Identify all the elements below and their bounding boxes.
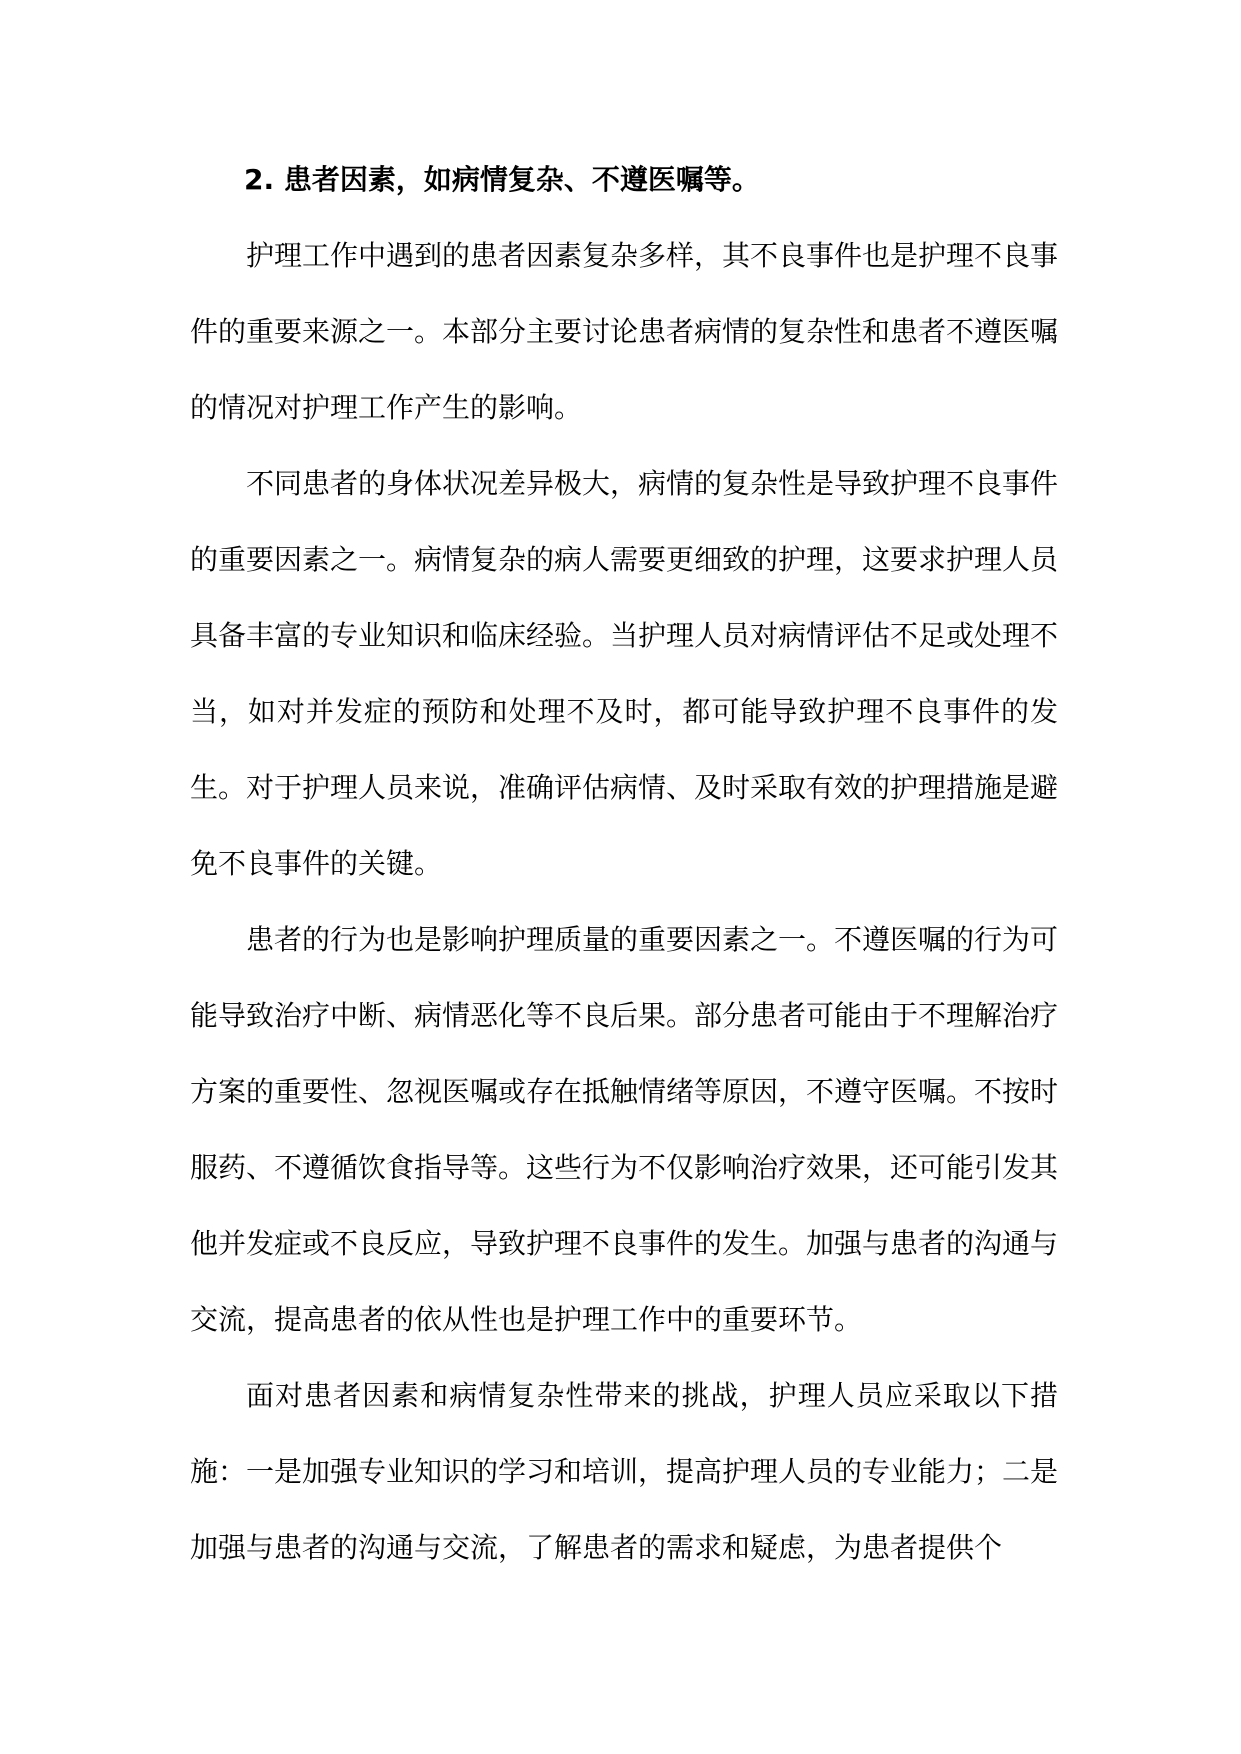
page-content (190, 142, 1058, 1586)
section-heading: 2. 患者因素，如病情复杂、不遵医嘱等。 (244, 163, 760, 196)
paragraph-measures: 面对患者因素和病情复杂性带来的挑战，护理人员应采取以下措施：一是加强专业知识的学习和培训，提高护理人员的专业能力；二是加强与患者的沟通与交流，了解患者的需求和疑虑，为患者提供个 (190, 1379, 1059, 1564)
paragraph-noncompliance: 患者的行为也是影响护理质量的重要因素之一。不遵医嘱的行为可能导致治疗中断、病情恶化等不良后果。部分患者可能由于不理解治疗方案的重要性、忽视医嘱或存在抵触情绪等原因，不遵守医嘱。不按时服药、不遵循饮食指导等。这些行为不仅影响治疗效果，还可能引发其他并发症或不良反应，导致护理不良事件的发生。加强与患者的沟通与交流，提高患者的依从性也是护理工作中的重要环节。 (190, 923, 1059, 1336)
paragraph-patient-factors-intro: 护理工作中遇到的患者因素复杂多样，其不良事件也是护理不良事件的重要来源之一。本部分主要讨论患者病情的复杂性和患者不遵医嘱的情况对护理工作产生的影响。 (190, 239, 1059, 424)
paragraph-condition-complexity: 不同患者的身体状况差异极大，病情的复杂性是导致护理不良事件的重要因素之一。病情复杂的病人需要更细致的护理，这要求护理人员具备丰富的专业知识和临床经验。当护理人员对病情评估不足或处理不当，如对并发症的预防和处理不及时，都可能导致护理不良事件的发生。对于护理人员来说，准确评估病情、及时采取有效的护理措施是避免不良事件的关键。 (190, 467, 1059, 880)
